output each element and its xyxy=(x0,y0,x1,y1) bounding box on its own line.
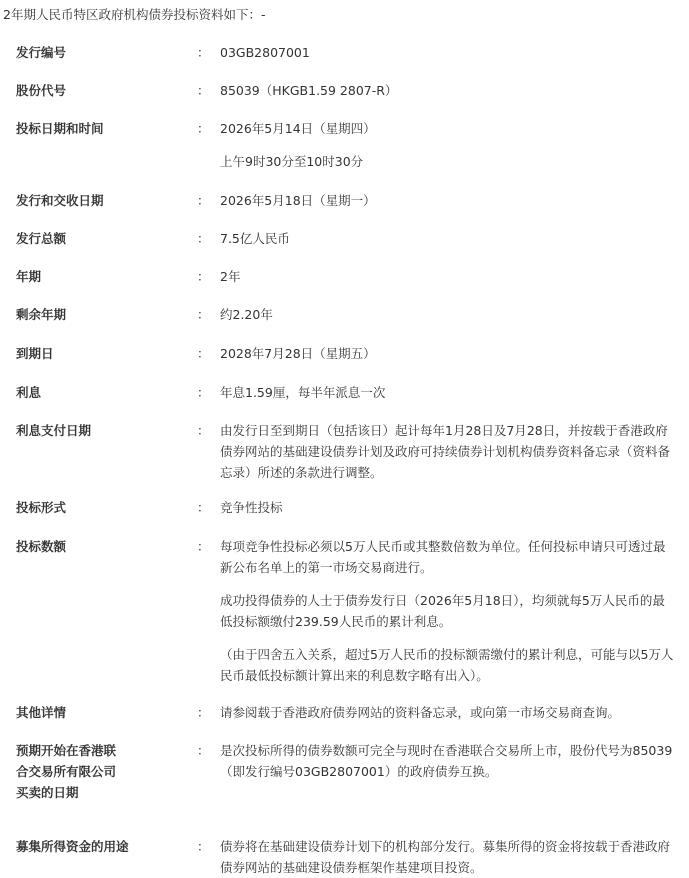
value-line: 7.5亿人民币 xyxy=(220,231,290,246)
label-issue-settlement-date: 发行和交收日期 xyxy=(16,193,104,208)
label-tender-format: 投标形式 xyxy=(16,500,67,515)
value-tender-format xyxy=(220,497,675,518)
value-paragraph: 由发行日至到期日（包括该日）起计每年1月28日及7月28日，并按载于香港政府债券网站的基础建设债券计划及政府可持续债券计划机构债券资料备忘录（资料备忘录）所述的条款进行调整。 xyxy=(220,423,671,480)
value-use-of-proceeds xyxy=(220,836,675,878)
colon: ： xyxy=(197,346,210,361)
value-line: 约2.20年 xyxy=(220,307,273,322)
label-interest: 利息 xyxy=(16,385,42,400)
colon: ： xyxy=(197,121,210,136)
value-stock-code xyxy=(220,80,675,101)
value-issue-number xyxy=(220,42,675,63)
colon: ： xyxy=(197,743,210,758)
value-line: 2028年7月28日（星期五） xyxy=(220,346,376,361)
label-tender-date-time: 投标日期和时间 xyxy=(16,121,104,136)
value-interest xyxy=(220,382,675,403)
value-tenor xyxy=(220,266,675,287)
colon: ： xyxy=(197,83,210,98)
colon: ： xyxy=(197,231,210,246)
colon: ： xyxy=(197,307,210,322)
value-remaining-tenor xyxy=(220,304,675,325)
value-interest-payment-dates xyxy=(220,420,675,483)
value-tender-amount xyxy=(220,536,675,686)
colon: ： xyxy=(197,839,210,854)
label-issue-amount: 发行总额 xyxy=(16,231,67,246)
label-tenor: 年期 xyxy=(16,269,42,284)
colon: ： xyxy=(197,385,210,400)
value-line: 2026年5月14日（星期四） xyxy=(220,121,376,136)
value-line: 上午9时30分至10时30分 xyxy=(220,154,364,169)
label-expected-trading-date: 预期开始在香港联合交易所有限公司买卖的日期 xyxy=(16,743,117,800)
value-paragraph: 成功投得债券的人士于债券发行日（2026年5月18日），均须就每5万人民币的最低投标额缴付239.59人民币的累计利息。 xyxy=(220,593,665,629)
label-other-details: 其他详情 xyxy=(16,705,67,720)
value-issue-settlement-date xyxy=(220,190,675,211)
value-expected-trading-date xyxy=(220,740,675,782)
label-interest-payment-dates: 利息支付日期 xyxy=(16,423,92,438)
colon: ： xyxy=(197,269,210,284)
colon: ： xyxy=(197,539,210,554)
value-line: 2026年5月18日（星期一） xyxy=(220,193,376,208)
label-remaining-tenor: 剩余年期 xyxy=(16,307,67,322)
value-line: 2年 xyxy=(220,269,241,284)
value-line: 03GB2807001 xyxy=(220,45,310,60)
value-paragraph: （由于四舍五入关系，超过5万人民币的投标额需缴付的累计利息，可能与以5万人民币最低投标额计算出来的利息数字略有出入）。 xyxy=(220,647,674,683)
label-use-of-proceeds: 募集所得资金的用途 xyxy=(16,839,129,854)
value-maturity-date xyxy=(220,343,675,364)
colon: ： xyxy=(197,193,210,208)
label-tender-amount: 投标数额 xyxy=(16,539,67,554)
value-paragraph: 是次投标所得的债券数额可完全与现时在香港联合交易所上市，股份代号为85039（即发行编号03GB2807001）的政府债券互换。 xyxy=(220,743,673,779)
intro-text: 2年期人民币特区政府机构债券投标资料如下：- xyxy=(3,7,266,22)
colon: ： xyxy=(197,705,210,720)
colon: ： xyxy=(197,45,210,60)
label-issue-number: 发行编号 xyxy=(16,45,67,60)
colon: ： xyxy=(197,500,210,515)
value-line: 竞争性投标 xyxy=(220,500,283,515)
value-other-details xyxy=(220,702,675,723)
value-paragraph: 债券将在基础建设债券计划下的机构部分发行。募集所得的资金将按载于香港政府债券网站的基础建设债券框架作基建项目投资。 xyxy=(220,839,671,875)
value-issue-amount xyxy=(220,228,675,249)
value-line: 年息1.59厘，每半年派息一次 xyxy=(220,385,386,400)
label-maturity-date: 到期日 xyxy=(16,346,54,361)
label-stock-code: 股份代号 xyxy=(16,83,67,98)
value-paragraph: 请参阅载于香港政府债券网站的资料备忘录，或向第一市场交易商查询。 xyxy=(220,705,621,720)
value-paragraph: 每项竞争性投标必须以5万人民币或其整数倍数为单位。任何投标申请只可透过最新公布名单上的第一市场交易商进行。 xyxy=(220,539,666,575)
colon: ： xyxy=(197,423,210,438)
value-line: 85039（HKGB1.59 2807-R） xyxy=(220,83,398,98)
value-tender-date-time xyxy=(220,118,675,172)
